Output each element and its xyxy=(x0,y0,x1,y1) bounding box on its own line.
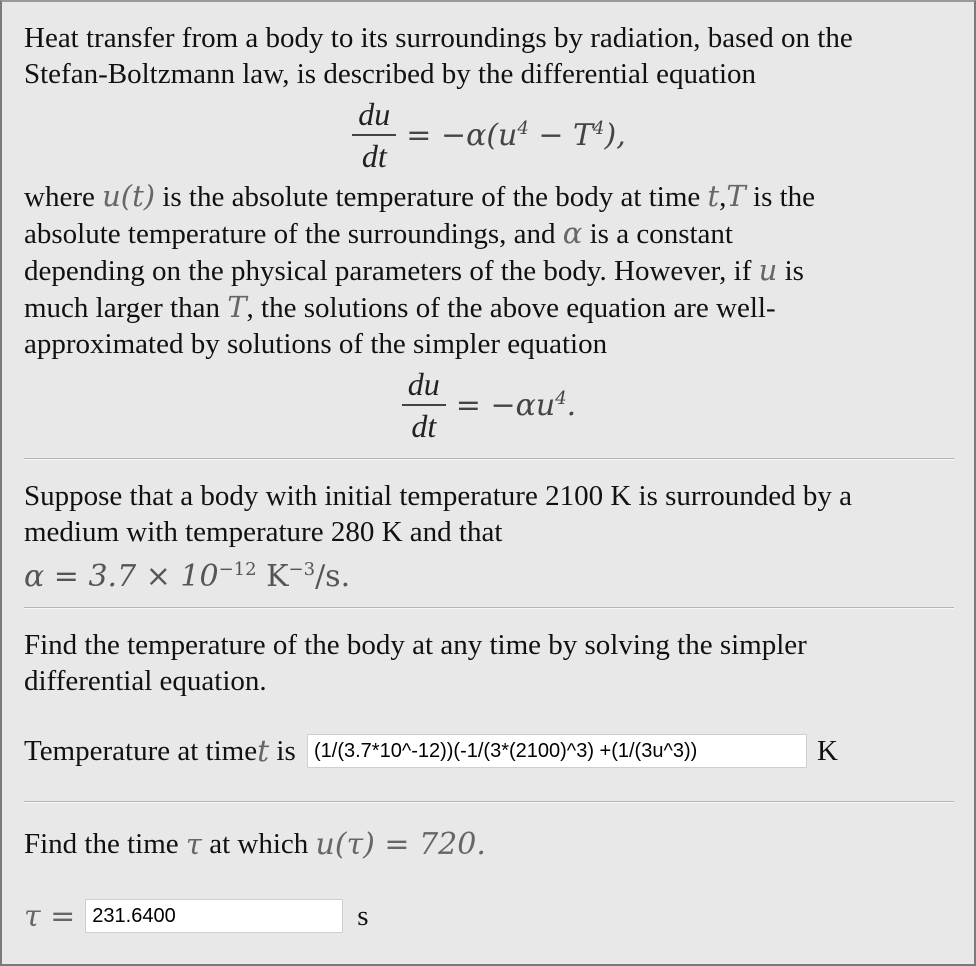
temperature-answer-input[interactable]: (1/(3.7*10^-12))(-1/(3*(2100)^3) +(1/(3u^3)) xyxy=(307,734,807,768)
text-constant: is a constant xyxy=(582,218,733,250)
text-surroundings: absolute temperature of the surroundings, and xyxy=(24,218,563,250)
math-t: t xyxy=(707,179,720,213)
equation-2 xyxy=(24,360,954,450)
intro-line-1: Heat transfer from a body to its surroundings by radiation, based on the xyxy=(24,22,853,54)
equation-1-numerator: du xyxy=(358,96,391,132)
question-1-line-2: differential equation. xyxy=(24,665,267,697)
equation-1 xyxy=(24,90,954,180)
equation-2-rhs-part: = −αu xyxy=(455,387,556,423)
text-absolute-temp: is the absolute temperature of the body at time xyxy=(155,181,708,213)
math-u-tau: u(τ) = 720. xyxy=(315,826,486,862)
equation-1-rhs-part-a: = −α(u xyxy=(406,117,518,153)
alpha-unit-s: /s. xyxy=(315,559,351,594)
fraction-bar-2 xyxy=(402,404,446,406)
math-tau: τ xyxy=(185,827,202,861)
divider-3 xyxy=(24,801,954,803)
question-1-line-1: Find the temperature of the body at any time by solving the simpler xyxy=(24,629,807,661)
time-unit: s xyxy=(357,899,369,932)
explanation-line-4 xyxy=(24,289,954,326)
equation-1-rhs-part-c: ), xyxy=(604,117,626,153)
equation-2-numerator: du xyxy=(407,366,440,402)
text-solutions: , the solutions of the above equation are well- xyxy=(246,292,776,324)
equation-1-exponent-T: 4 xyxy=(593,117,605,139)
question-1-section xyxy=(24,627,954,699)
equation-1-rhs xyxy=(406,118,625,153)
alpha-value-a: α = 3.7 × 10 xyxy=(24,559,219,594)
math-u: u xyxy=(758,253,778,287)
temperature-answer-row xyxy=(24,731,954,771)
text-comma: , xyxy=(719,181,727,213)
explanation-line-5: approximated by solutions of the simpler equation xyxy=(24,328,608,360)
tau-label: τ = xyxy=(24,898,76,934)
math-t-label: t xyxy=(257,733,270,769)
given-line-1: Suppose that a body with initial temperature 2100 K is surrounded by a xyxy=(24,480,852,512)
explanation-section xyxy=(24,178,954,362)
temperature-unit: K xyxy=(816,734,838,767)
alpha-unit-exponent: −3 xyxy=(288,559,316,580)
equation-1-fraction xyxy=(352,97,396,173)
equation-1-rhs-part-b: − T xyxy=(528,117,594,153)
intro-line-2: Stefan-Boltzmann law, is described by the differential equation xyxy=(24,58,757,90)
alpha-exponent: −12 xyxy=(218,559,257,580)
intro-section xyxy=(24,20,954,92)
equation-2-rhs xyxy=(456,388,576,423)
temperature-label: Temperature at time xyxy=(24,734,258,767)
question-2-line xyxy=(24,824,954,864)
text-is-the: is the xyxy=(745,181,816,213)
alpha-unit-k: K xyxy=(256,559,289,594)
time-answer-row xyxy=(24,896,954,936)
divider-2 xyxy=(24,607,954,609)
equation-2-period: . xyxy=(566,387,577,423)
text-is: is xyxy=(777,255,804,287)
given-section xyxy=(24,478,954,597)
given-line-2: medium with temperature 280 K and that xyxy=(24,516,503,548)
explanation-line-1 xyxy=(24,178,954,215)
math-T-2: T xyxy=(227,290,247,324)
equation-1-exponent-u: 4 xyxy=(517,117,529,139)
explanation-line-3 xyxy=(24,252,954,289)
math-u-of-t: u(t) xyxy=(102,179,156,213)
divider-1 xyxy=(24,458,954,460)
question-2-text-b: at which xyxy=(201,827,316,860)
equation-2-denominator: dt xyxy=(411,408,437,444)
explanation-line-2 xyxy=(24,215,954,252)
time-answer-input[interactable]: 231.6400 xyxy=(85,899,343,933)
alpha-value xyxy=(24,550,954,597)
text-where: where xyxy=(24,181,103,213)
text-depending: depending on the physical parameters of the body. However, if xyxy=(24,255,759,287)
equation-2-fraction xyxy=(402,367,446,443)
math-alpha: α xyxy=(562,216,583,250)
temperature-label-is: is xyxy=(269,734,303,767)
equation-1-denominator: dt xyxy=(361,138,387,174)
question-2-text-a: Find the time xyxy=(24,827,186,860)
equation-2-exponent: 4 xyxy=(555,387,567,409)
fraction-bar xyxy=(352,134,396,136)
text-much-larger: much larger than xyxy=(24,292,228,324)
math-T: T xyxy=(726,179,746,213)
